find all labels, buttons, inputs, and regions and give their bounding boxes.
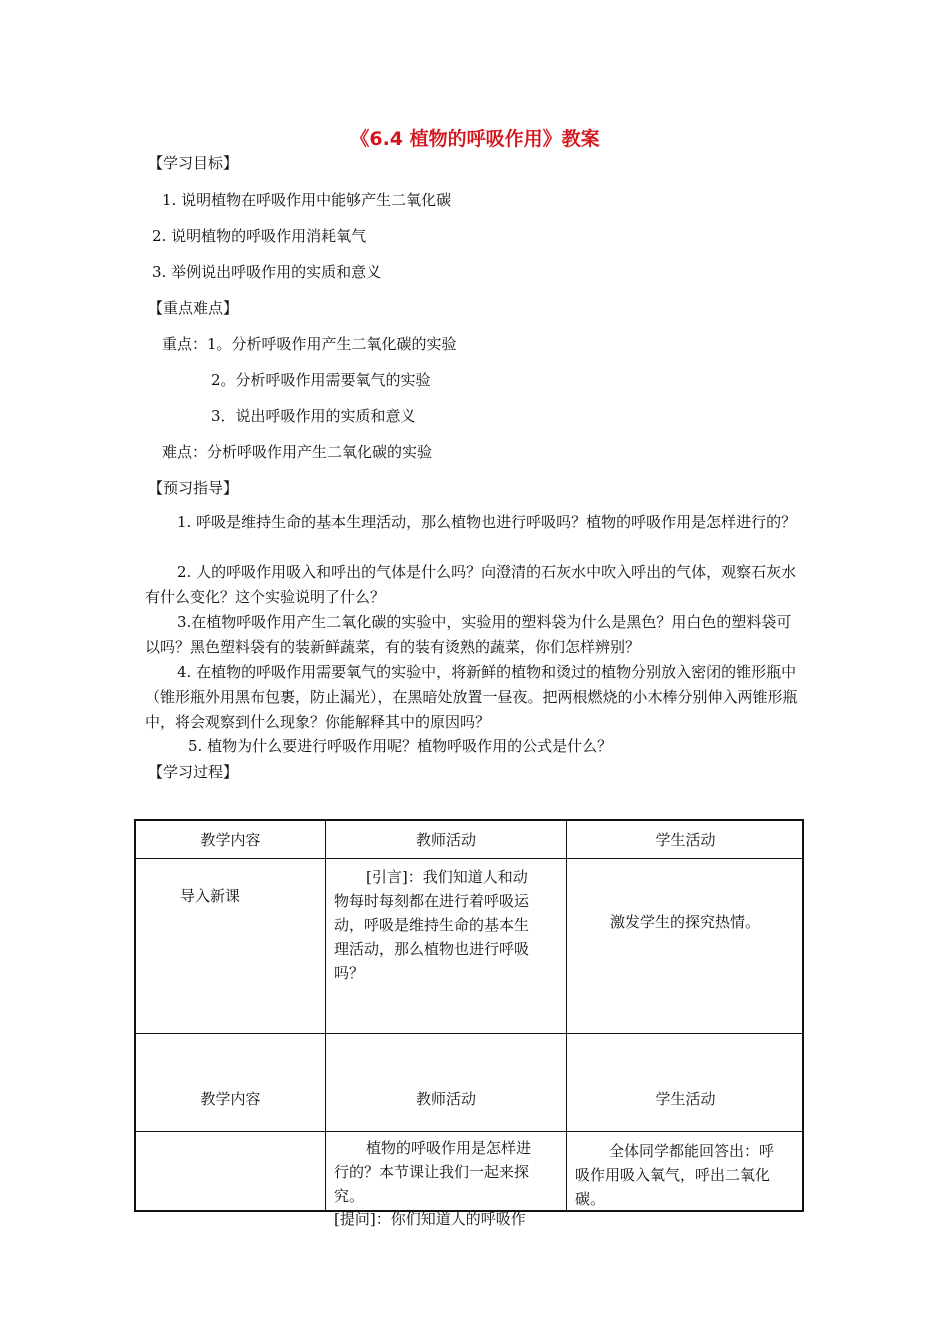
teacher-text-line: [提问]：你们知道人的呼吸作 [334, 1210, 526, 1228]
teacher-text-line: 动，呼吸是维持生命的基本生 [334, 916, 530, 934]
teacher-text-line: 吗？ [334, 964, 365, 982]
header-teacher: 教师活动 [415, 831, 476, 849]
teacher-text-line: [引言]：我们知道人和动 [366, 868, 528, 886]
table-row-divider [136, 1033, 802, 1034]
teacher-text-line: 究。 [334, 1187, 365, 1205]
difficulty-point: 难点：分析呼吸作用产生二氧化碳的实验 [162, 443, 433, 461]
teacher-text-line: 行的？本节课让我们一起来探 [334, 1163, 530, 1181]
student-text: 激发学生的探究热情。 [610, 913, 761, 931]
lesson-process-table [134, 819, 804, 1228]
header-student-repeat: 学生活动 [655, 1090, 716, 1108]
row-content: 导入新课 [180, 887, 241, 905]
objectives-heading: 【学习目标】 [148, 154, 239, 172]
preview-item: 2. 人的呼吸作用吸入和呼出的气体是什么吗？向澄清的石灰水中吹入呼出的气体，观察石灰水有什么变化？这个实验说明了什么？ [145, 563, 797, 606]
table-row-divider [136, 1131, 802, 1132]
header-content-repeat: 教学内容 [200, 1090, 261, 1108]
student-text-line: 碳。 [575, 1190, 606, 1208]
student-text-line: 吸作用吸入氧气，呼出二氧化 [575, 1166, 771, 1184]
preview-heading: 【预习指导】 [148, 479, 239, 497]
header-content: 教学内容 [200, 831, 261, 849]
table-col-divider [325, 821, 326, 1210]
preview-item: 1. 呼吸是维持生命的基本生理活动，那么植物也进行呼吸吗？植物的呼吸作用是怎样进行的？ [177, 513, 797, 531]
objective-item: 2. 说明植物的呼吸作用消耗氧气 [152, 227, 367, 245]
key-point: 重点：1。分析呼吸作用产生二氧化碳的实验 [162, 335, 457, 353]
teacher-text-line: 物每时每刻都在进行着呼吸运 [334, 892, 530, 910]
objective-item: 3. 举例说出呼吸作用的实质和意义 [152, 263, 382, 281]
table-row-divider [136, 858, 802, 859]
teacher-text-line: 植物的呼吸作用是怎样进 [366, 1139, 532, 1157]
preview-item: 5. 植物为什么要进行呼吸作用呢？植物呼吸作用的公式是什么？ [188, 737, 613, 755]
preview-item: 3.在植物呼吸作用产生二氧化碳的实验中，实验用的塑料袋为什么是黑色？用白色的塑料袋可以吗？黑色塑料袋有的装新鲜蔬菜，有的装有烫熟的蔬菜，你们怎样辨别？ [145, 613, 792, 656]
key-point: 2。分析呼吸作用需要氧气的实验 [211, 371, 431, 389]
document-title: 《6.4 植物的呼吸作用》教案 [350, 128, 600, 150]
header-teacher-repeat: 教师活动 [415, 1090, 476, 1108]
key-heading: 【重点难点】 [148, 299, 239, 317]
key-point: 3．说出呼吸作用的实质和意义 [211, 407, 416, 425]
teacher-text-line: 理活动，那么植物也进行呼吸 [334, 940, 530, 958]
objective-item: 1. 说明植物在呼吸作用中能够产生二氧化碳 [162, 191, 452, 209]
student-text-line: 全体同学都能回答出：呼 [609, 1142, 775, 1160]
table-col-divider [566, 821, 567, 1210]
header-student: 学生活动 [655, 831, 716, 849]
preview-item: 4. 在植物的呼吸作用需要氧气的实验中，将新鲜的植物和烫过的植物分别放入密闭的锥形瓶中（锥形瓶外用黑布包裹，防止漏光），在黑暗处放置一昼夜。把两根燃烧的小木棒分别伸入两锥形瓶中，将会观察到什么现象？你能解释其中的原因吗？ [145, 663, 798, 731]
process-heading: 【学习过程】 [148, 763, 239, 781]
